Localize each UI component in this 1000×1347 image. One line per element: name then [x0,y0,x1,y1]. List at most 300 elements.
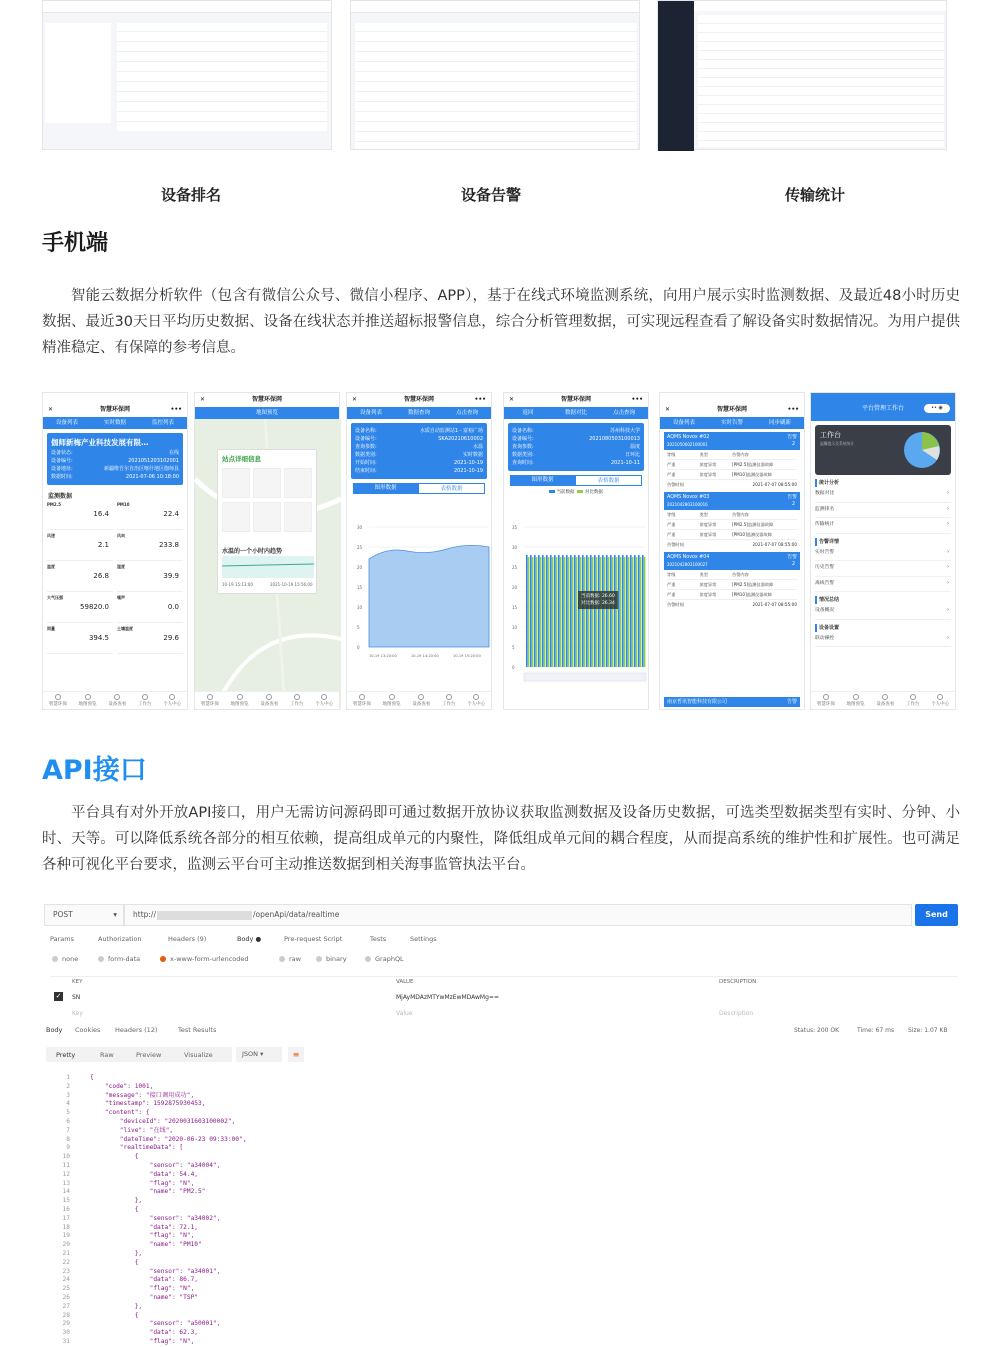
metric-cell[interactable] [47,595,113,623]
table-row [698,59,944,60]
nav-label: 个人中心 [931,702,950,707]
bar-compare [624,557,626,667]
metric-cell[interactable] [117,533,183,561]
metric-name: 湿度 [117,564,125,569]
bar-compare [612,557,614,667]
bar-compare [572,557,574,667]
bar-compare [544,557,546,667]
view-tab[interactable]: Preview [136,1051,162,1059]
bar-compare [536,557,538,667]
nav-icon [853,694,859,700]
code-line [42,1109,942,1118]
nav-icon [294,694,300,700]
tab-realtime-alarm[interactable]: 实时告警 [720,420,743,426]
response-size: Size: 1.07 KB [908,1027,948,1034]
metric-cell[interactable] [47,502,113,530]
request-tab[interactable]: Headers (9) [168,935,207,943]
request-tab[interactable]: Settings [410,935,437,943]
view-tabs-bar [46,1047,232,1062]
tab-device-list[interactable]: 设备列表 [55,420,78,426]
bar-current [606,555,608,667]
nav-item[interactable] [876,694,894,709]
code-text: "name": "PM10" [90,1241,202,1249]
code-text: { [90,1206,139,1213]
tab-data-query[interactable]: 数据查询 [407,410,430,416]
nav-icon [142,694,148,700]
bar-compare [608,557,610,667]
code-line [42,1224,942,1233]
code-text: "name": "TSP" [90,1294,199,1301]
nav-item[interactable] [412,694,430,709]
bar-current [562,555,564,667]
y-tick: 35 [512,525,518,530]
table-row [355,31,637,32]
line-number: 6 [66,1118,70,1125]
body-type-radio[interactable] [365,955,404,963]
param-value[interactable]: MjAyMDAzMTYwMzEwMDAwMg== [396,994,499,1001]
alert-row: 严重 浓度异常 [PM2.5]监测仪器故障 [667,460,797,470]
nav-label: 地图预览 [846,702,865,707]
bar-current [630,555,632,667]
metric-name: 大气压强 [47,595,63,600]
app-title: 智慧环保网 [560,396,591,403]
nav-item[interactable] [315,694,333,709]
menu-item[interactable] [815,518,951,534]
alert-row: 严重 浓度异常 [PM2.5]监测仪器故障 [667,580,797,590]
info-row [512,459,640,467]
request-tab[interactable]: Body ● [237,935,262,943]
code-line [42,1206,942,1215]
nav-icon [473,694,479,700]
code-text: "dateTime": "2020-06-23 09:33:00", [90,1135,247,1143]
url-input[interactable]: http:// /openApi/data/realtime [124,904,912,926]
y-tick: 0 [512,665,515,670]
info-key: 设备状态: [51,450,73,456]
line-number: 4 [66,1100,70,1108]
nav-item[interactable] [931,694,949,709]
response-time: Time: 67 ms [857,1027,895,1034]
code-text: { [90,1153,139,1161]
info-row [512,451,640,459]
line-number: 29 [62,1320,70,1328]
nav-item[interactable] [383,694,401,709]
key-placeholder[interactable]: Key [72,1010,83,1017]
code-text: "deviceId": "2020031603100002", [90,1118,236,1125]
y-tick: 15 [512,605,518,610]
workbench-title: 工作台 [820,431,841,439]
alert-card[interactable] [664,432,800,489]
metric-cell[interactable] [117,626,183,654]
info-key: 查询参数: [512,444,534,450]
info-row [51,457,179,465]
table-row [117,71,327,72]
response-tab[interactable]: Headers (12) [115,1026,158,1034]
menu-group-title: 设备设置 [815,624,951,632]
menu-item[interactable] [815,546,951,562]
bar-current [614,555,616,667]
info-key: 设备编号: [51,458,73,464]
nav-item[interactable] [138,694,152,709]
nav-icon [237,694,243,700]
reading-box [253,502,281,532]
y-tick: 25 [357,545,363,550]
view-tab[interactable]: Raw [100,1051,114,1059]
menu-item[interactable] [815,503,951,519]
nav-icon [207,694,213,700]
metric-cell[interactable] [117,502,183,530]
code-line [42,1241,942,1250]
y-tick: 15 [357,585,363,590]
col-header: 等级 [667,452,676,457]
y-tick: 25 [512,565,518,570]
bar-compare [532,557,534,667]
line-number: 1 [66,1074,70,1081]
nav-label: 智慧环保 [352,702,371,707]
code-text: { [90,1258,139,1266]
response-status: Status: 200 OK [794,1027,840,1034]
info-key: 设备名称: [512,428,534,434]
wrap-lines-icon[interactable]: ≡ [288,1047,304,1062]
code-line [42,1153,942,1162]
y-tick: 0 [357,645,360,650]
metric-cell[interactable] [117,564,183,592]
bar-compare [588,557,590,667]
code-text: }, [90,1250,143,1257]
description-placeholder[interactable]: Description [719,1010,754,1017]
nav-item[interactable] [906,694,920,709]
tab-click-query[interactable]: 点击查询 [612,410,635,416]
more-icon[interactable]: ••• [474,396,486,403]
code-line [42,1100,942,1109]
code-line [42,1171,942,1180]
body-type-radio[interactable] [316,955,347,963]
view-tab[interactable]: Visualize [184,1051,213,1059]
info-value: 水温 [472,444,483,450]
nav-label: 设备查看 [260,702,279,707]
code-text: "data": 86.7, [90,1276,199,1284]
info-row [512,443,640,451]
bar-compare [604,557,606,667]
bottom-alert-bar[interactable]: 南京哲讯智能科技有限公司 告警 [664,697,800,707]
nav-label: 地图预览 [78,702,97,707]
capsule-menu[interactable]: •• ◉ [924,404,950,413]
bar-compare [556,557,558,667]
line-number: 22 [62,1258,70,1266]
nav-item[interactable] [442,694,456,709]
body-type-radio[interactable] [160,955,249,963]
nav-item[interactable] [847,694,865,709]
view-tab[interactable]: Pretty [56,1051,76,1059]
close-icon[interactable]: ✕ [352,396,358,403]
send-button[interactable]: Send [915,904,958,926]
tab-back[interactable]: 返回 [522,410,534,416]
info-value: 2021-10-19 [453,468,483,474]
info-key: 数据类别: [512,452,534,458]
col-key: KEY [72,979,83,985]
close-icon[interactable]: ✕ [509,396,515,403]
chart-zoom-slider[interactable] [524,673,646,681]
code-line [42,1312,942,1321]
nav-label: 个人中心 [163,702,182,707]
chevron-right-icon: › [947,506,949,512]
tab-data-compare[interactable]: 数据对比 [564,410,587,416]
line-number: 20 [62,1241,70,1249]
table-row [117,91,327,92]
water-temp-area-chart [347,519,493,679]
time-label: 告警时间 [667,602,684,607]
code-text: "sensor": "a34002", [90,1214,221,1222]
tab-click-query[interactable]: 点击查询 [455,410,478,416]
nav-item[interactable] [260,694,278,709]
nav-item[interactable] [467,694,485,709]
bar-current [594,555,596,667]
method-select[interactable]: POST ▾ [44,904,124,926]
alert-row: 严重 浓度异常 [PM2.5]监测仪器故障 [667,520,797,530]
nav-item[interactable] [290,694,304,709]
alert-count: 2 [791,562,795,567]
chart-tooltip: 当前数据: 26.60 对比数据: 26.34 [578,591,618,609]
menu-item-label: 传输统计 [815,522,835,527]
bar-current [550,555,552,667]
tab-map-preview[interactable]: 地图预览 [255,410,278,416]
alert-count: 2 [791,502,795,507]
nav-icon [389,694,395,700]
info-value: SKA20210610002 [438,436,483,442]
info-key: 设备编号: [512,436,534,442]
request-tab[interactable]: Params [50,935,74,943]
table-row [355,41,637,42]
response-tab[interactable]: Cookies [75,1026,101,1034]
y-tick: 30 [512,545,518,550]
alert-code: 2021042803100027 [667,562,708,567]
response-tab[interactable]: Test Results [178,1026,217,1034]
close-icon[interactable]: ✕ [200,396,206,403]
code-text: "live": "在线", [90,1126,174,1134]
toggle-graph[interactable]: 图形数据 [353,483,418,494]
info-value: 日环比 [624,452,640,458]
col-header: 告警内容 [732,572,749,577]
body-type-radio[interactable] [52,955,78,963]
y-tick: 20 [357,565,363,570]
body-type-label: form-data [108,955,141,963]
alert-time: 2021-07-07 08:55:00 [752,542,797,547]
tab-device-list[interactable]: 设备列表 [359,410,382,416]
metric-cell[interactable] [47,533,113,561]
bar-compare [644,557,646,667]
body-type-label: x-www-form-urlencoded [170,955,249,963]
nav-item[interactable] [163,694,181,709]
radio-icon [365,956,371,962]
info-value: 在线 [168,450,179,456]
menu-item[interactable] [815,632,951,648]
bar-current [582,555,584,667]
app-title: 智慧环保网 [99,406,130,413]
metric-cell[interactable] [47,626,113,654]
menu-item[interactable] [815,577,951,593]
metric-value: 29.6 [163,634,179,642]
chevron-right-icon: › [947,580,949,586]
col-header: 等级 [667,572,676,577]
info-row [51,473,179,481]
table-row [355,111,637,112]
nav-item[interactable] [353,694,371,709]
toggle-table[interactable]: 表格数据 [418,483,485,494]
alert-row: 严重 浓度异常 [PM10]监测仪器故障 [667,590,797,600]
nav-icon [823,694,829,700]
phone-data-compare [503,392,649,710]
nav-label: 智慧环保 [816,702,835,707]
bar-current [626,555,628,667]
table-row [355,61,637,62]
bar-current [570,555,572,667]
nav-item[interactable] [108,694,126,709]
metric-value: 39.9 [163,572,179,580]
info-row [51,465,179,473]
app-title: 智慧环保网 [716,406,747,413]
toggle-table[interactable]: 表格数据 [575,475,642,486]
menu-group-title: 统计分析 [815,479,951,487]
toggle-graph[interactable]: 图形数据 [510,475,575,486]
menu-item-label: 实时告警 [815,549,835,555]
menu-item[interactable] [815,561,951,577]
nav-icon [266,694,272,700]
code-line [42,1303,942,1312]
bar-compare [620,557,622,667]
info-row [355,451,483,459]
alert-time: 2021-07-07 08:55:00 [752,602,797,607]
info-row [51,449,179,457]
nav-item[interactable] [49,694,67,709]
code-line [42,1276,942,1285]
more-icon[interactable]: ••• [631,396,643,403]
request-tab[interactable]: Pre-request Script [284,935,343,943]
table-row [117,31,327,32]
bar-compare [564,557,566,667]
code-line [42,1294,942,1303]
menu-item[interactable] [815,487,951,503]
metric-cell[interactable] [47,564,113,592]
nav-icon [446,694,452,700]
tab-realtime-data[interactable]: 实时数据 [103,420,126,426]
table-row [698,41,944,42]
metric-value: 233.8 [158,541,179,549]
line-number: 19 [62,1232,70,1240]
menu-item-label: 离线告警 [815,580,835,586]
reading-box [222,468,250,498]
tab-sync-refresh[interactable]: 同步刷新 [768,420,791,426]
code-line [42,1197,942,1206]
more-icon[interactable]: ••• [787,406,799,413]
menu-group-title: 告警详情 [815,538,951,546]
nav-label: 工作台 [441,702,456,707]
table-row [698,86,944,87]
device-info-card [47,433,183,485]
code-line [42,1083,942,1092]
more-icon[interactable]: ••• [170,406,182,413]
table-row [698,140,944,141]
metric-cell[interactable] [117,595,183,623]
metric-name: 风速 [47,533,55,538]
info-row [355,427,483,435]
param-checkbox[interactable]: ✓ [55,992,62,1000]
line-number: 5 [66,1109,70,1117]
info-key: 结束时间: [355,468,377,474]
body-type-label: binary [326,955,347,963]
col-description: DESCRIPTION [719,979,757,985]
alert-card[interactable] [664,492,800,549]
code-line [42,1320,942,1329]
nav-label: 工作台 [289,702,304,707]
request-tab[interactable]: Authorization [98,935,142,943]
caption-device-alarm: 设备告警 [461,186,522,204]
alert-card[interactable] [664,552,800,609]
code-text: "data": 62.3, [90,1329,199,1337]
format-select[interactable]: JSON ▾ [236,1047,282,1062]
time-label: 告警时间 [667,482,684,487]
nav-item[interactable] [201,694,219,709]
device-alarm-screenshot [350,0,640,150]
chevron-right-icon: › [947,635,949,641]
request-tab[interactable]: Tests [370,935,387,943]
table-row [117,61,327,62]
workbench-card [815,425,951,475]
nav-item[interactable] [79,694,97,709]
close-icon[interactable]: ✕ [665,406,671,413]
response-tab[interactable]: Body [46,1026,63,1034]
param-key[interactable]: SN [72,994,81,1001]
body-type-radio[interactable] [279,955,301,963]
app-title: 智慧环保网 [403,396,434,403]
col-header: 告警内容 [732,452,749,457]
line-number: 26 [62,1294,70,1301]
line-number: 9 [66,1144,70,1152]
info-key: 查询时间: [512,460,534,466]
table-row [117,51,327,52]
app-title: 智慧环保网 [251,396,282,403]
code-line [42,1338,942,1347]
line-number: 2 [66,1082,70,1090]
code-line [42,1250,942,1259]
body-type-radio[interactable] [98,955,140,963]
table-row [698,104,944,105]
tab-device-list[interactable]: 设备列表 [672,420,695,426]
value-placeholder[interactable]: Value [396,1010,413,1017]
chevron-right-icon: › [947,522,949,527]
bar-current [526,555,528,667]
code-line [42,1074,942,1083]
code-text: "name": "PM2.5" [90,1188,206,1196]
menu-item-label: 历史告警 [815,565,835,570]
nav-icon [937,694,943,700]
nav-item[interactable] [817,694,835,709]
menu-item[interactable] [815,604,951,620]
nav-item[interactable] [231,694,249,709]
code-text: "sensor": "a34004", [90,1162,221,1169]
x-tick: 10-19 13:20:00 [369,654,397,658]
nav-icon [169,694,175,700]
bar-compare [592,557,594,667]
alert-device: AQMS Novox #02 [667,435,710,440]
table-row [698,50,944,51]
radio-icon [52,956,58,962]
tab-monitor-list[interactable]: 监控列表 [151,420,174,426]
info-row [355,459,483,467]
alert-code: 2021050602100001 [667,442,708,447]
close-icon[interactable]: ✕ [48,406,54,413]
bar-compare [596,557,598,667]
nav-icon [321,694,327,700]
bar-compare [568,557,570,667]
